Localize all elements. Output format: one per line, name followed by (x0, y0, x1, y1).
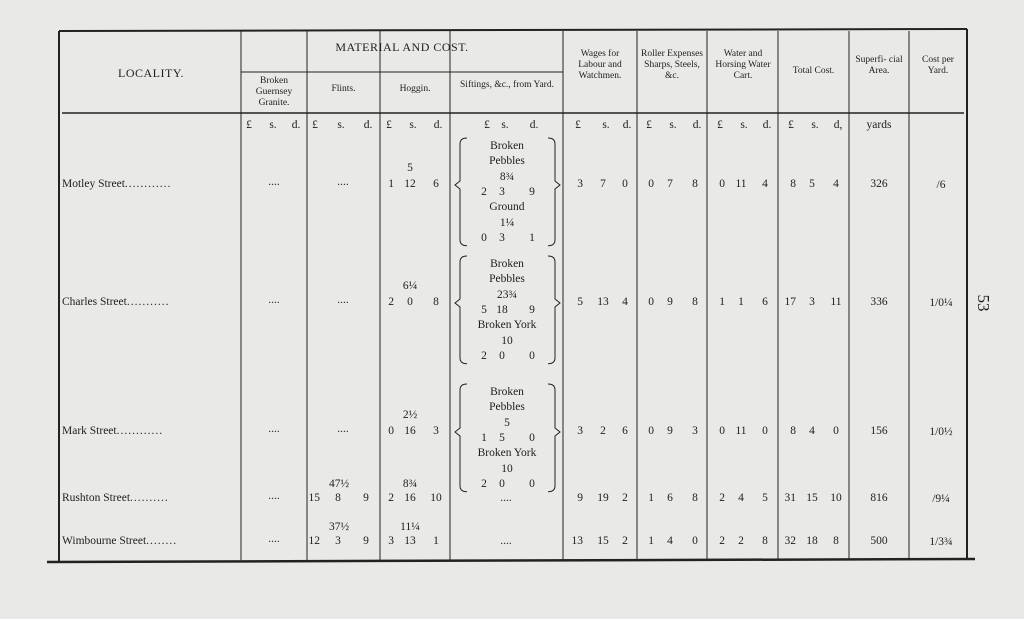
siftings-text: 10 (501, 334, 513, 347)
wages-shillings: 7 (600, 178, 606, 190)
granite-dots: .... (268, 176, 280, 188)
siftings-pence: 0 (529, 431, 535, 444)
siftings-text: Pebbles (489, 273, 525, 286)
header-wages: Wages for Labour and Watchmen. (578, 49, 622, 81)
water-unit-shillings: s. (740, 119, 748, 131)
flints-unit-shillings: s. (337, 119, 345, 131)
siftings-text: Ground (489, 201, 525, 214)
wages-pounds: 3 (577, 178, 583, 190)
superficial-area: 156 (870, 425, 888, 437)
siftings-pounds: 1 (481, 431, 487, 444)
siftings-text: 8¾ (499, 170, 515, 183)
siftings-pounds: 2 (481, 349, 487, 362)
wages-pounds: 3 (577, 425, 583, 437)
total-pence: 0 (833, 425, 839, 437)
superficial-area: 500 (870, 535, 888, 547)
flints-dots: .... (337, 423, 349, 435)
flints-pence: 9 (363, 535, 369, 547)
siftings-text: 23¾ (496, 288, 518, 301)
siftings-pence: 1 (529, 231, 535, 244)
siftings-unit-shillings: s. (501, 119, 509, 131)
siftings-text: Broken (490, 386, 524, 398)
header-total-cost: Total Cost. (792, 66, 835, 76)
total-shillings: 3 (809, 296, 815, 308)
roller-unit-pounds: £ (646, 119, 652, 131)
hoggin-quantity: 8¾ (402, 478, 418, 490)
water-shillings: 11 (735, 425, 747, 437)
siftings-dots: .... (500, 535, 512, 547)
cost-per-yard: /9¼ (932, 493, 950, 505)
roller-pence: 0 (692, 535, 698, 547)
locality-name: Motley Street............ (62, 178, 172, 190)
total-pence: 4 (833, 178, 839, 190)
hoggin-unit-shillings: s. (409, 119, 417, 131)
total-shillings: 15 (806, 492, 818, 504)
water-pence: 5 (762, 492, 768, 504)
header-flints: Flints. (331, 84, 356, 94)
hoggin-unit-pounds: £ (386, 119, 392, 131)
flints-pence: 9 (363, 492, 369, 504)
superficial-area: 816 (870, 492, 888, 504)
water-shillings: 1 (738, 296, 744, 308)
header-locality: LOCALITY. (118, 66, 184, 80)
water-pence: 0 (762, 425, 768, 437)
total-pounds: 31 (784, 492, 796, 504)
dot-leader: ............ (116, 425, 164, 437)
wages-pence: 2 (622, 535, 628, 547)
hoggin-pence: 8 (433, 296, 439, 308)
header-roller: Roller Expenses Sharps, Steels, &c. (640, 49, 703, 81)
siftings-shillings: 18 (496, 303, 508, 316)
siftings-dots: .... (500, 492, 512, 504)
header-granite: Broken Guernsey Granite. (255, 76, 293, 108)
siftings-text: 1¼ (499, 216, 515, 229)
total-pence: 11 (830, 296, 842, 308)
wages-pounds: 5 (577, 296, 583, 308)
wages-shillings: 15 (597, 535, 609, 547)
total-shillings: 4 (809, 425, 815, 437)
water-pounds: 0 (719, 425, 725, 437)
siftings-text: 10 (501, 462, 513, 475)
flints-unit-pounds: £ (312, 119, 318, 131)
hoggin-shillings: 13 (404, 535, 416, 547)
header-hoggin: Hoggin. (399, 84, 431, 94)
page-number: 53 (974, 294, 993, 312)
roller-pence: 8 (692, 296, 698, 308)
hoggin-pence: 10 (430, 492, 442, 504)
flints-pounds: 12 (308, 535, 320, 547)
locality-name: Rushton Street.......... (62, 492, 169, 504)
roller-unit-shillings: s. (669, 119, 677, 131)
wages-pence: 0 (622, 178, 628, 190)
hoggin-shillings: 16 (404, 492, 416, 504)
siftings-pence: 9 (529, 303, 535, 316)
left-brace (455, 138, 467, 246)
total-pounds: 8 (790, 178, 796, 190)
wages-pounds: 9 (577, 492, 583, 504)
wages-pence: 4 (622, 296, 628, 308)
hoggin-quantity: 2½ (402, 409, 418, 421)
total-pounds: 17 (784, 296, 796, 308)
locality-name: Mark Street............ (62, 425, 164, 437)
total-unit-shillings: s. (811, 119, 819, 131)
granite-unit-pence: d. (291, 119, 301, 131)
siftings-text: 5 (504, 416, 510, 429)
dot-leader: .......... (130, 492, 169, 504)
hoggin-shillings: 16 (404, 425, 416, 437)
total-shillings: 5 (809, 178, 815, 190)
table-bottom-border (47, 559, 975, 562)
roller-shillings: 9 (667, 425, 673, 437)
water-pounds: 0 (719, 178, 725, 190)
flints-dots: .... (337, 294, 349, 306)
hoggin-pounds: 0 (388, 425, 394, 437)
flints-quantity: 37½ (328, 521, 350, 533)
left-brace (455, 256, 467, 364)
header-area: Superfi- cial Area. (855, 55, 903, 76)
roller-pence: 8 (692, 492, 698, 504)
wages-shillings: 19 (597, 492, 609, 504)
flints-unit-pence: d. (363, 119, 373, 131)
granite-dots: .... (268, 294, 280, 306)
area-unit-yards: yards (866, 119, 892, 131)
total-shillings: 18 (806, 535, 818, 547)
wages-unit-shillings: s. (602, 119, 610, 131)
hoggin-pounds: 2 (388, 296, 394, 308)
wages-unit-pence: d. (622, 119, 632, 131)
wages-pence: 2 (622, 492, 628, 504)
siftings-shillings: 0 (499, 477, 505, 490)
granite-unit-pounds: £ (246, 119, 252, 131)
siftings-text: Pebbles (489, 401, 525, 414)
siftings-pounds: 5 (481, 303, 487, 316)
granite-dots: .... (268, 423, 280, 435)
hoggin-pounds: 3 (388, 535, 394, 547)
left-brace (455, 384, 467, 492)
water-pounds: 2 (719, 535, 725, 547)
total-unit-pence: d, (833, 119, 843, 131)
right-brace (548, 256, 560, 364)
siftings-shillings: 3 (499, 231, 505, 244)
roller-pounds: 1 (648, 492, 654, 504)
wages-shillings: 13 (597, 296, 609, 308)
flints-dots: .... (337, 176, 349, 188)
flints-shillings: 8 (335, 492, 341, 504)
siftings-unit-pence: d. (529, 119, 539, 131)
water-pence: 6 (762, 296, 768, 308)
cost-per-yard: 1/3¾ (929, 536, 953, 548)
wages-shillings: 2 (600, 425, 606, 437)
hoggin-pounds: 1 (388, 178, 394, 190)
hoggin-unit-pence: d. (433, 119, 443, 131)
hoggin-quantity: 11¼ (400, 521, 420, 533)
siftings-pence: 0 (529, 349, 535, 362)
roller-pounds: 0 (648, 425, 654, 437)
dot-leader: ........ (146, 535, 178, 547)
dot-leader: ............ (124, 178, 172, 190)
granite-unit-shillings: s. (269, 119, 277, 131)
water-pence: 4 (762, 178, 768, 190)
siftings-pence: 0 (529, 477, 535, 490)
siftings-shillings: 3 (499, 185, 505, 198)
siftings-text: Broken (490, 140, 524, 152)
header-water: Water and Horsing Water Cart. (715, 49, 771, 81)
locality-name: Charles Street........... (62, 296, 170, 308)
granite-dots: .... (268, 490, 280, 502)
hoggin-pounds: 2 (388, 492, 394, 504)
granite-dots: .... (268, 533, 280, 545)
hoggin-shillings: 12 (404, 178, 416, 190)
wages-pounds: 13 (571, 535, 583, 547)
cost-per-yard: /6 (936, 179, 946, 191)
roller-unit-pence: d. (692, 119, 702, 131)
siftings-pounds: 2 (481, 477, 487, 490)
roller-pounds: 1 (648, 535, 654, 547)
hoggin-pence: 3 (433, 425, 439, 437)
roller-pence: 3 (692, 425, 698, 437)
siftings-shillings: 5 (499, 431, 505, 444)
hoggin-pence: 1 (433, 535, 439, 547)
water-shillings: 2 (738, 535, 744, 547)
water-unit-pence: d. (762, 119, 772, 131)
total-pounds: 32 (784, 535, 796, 547)
water-shillings: 4 (738, 492, 744, 504)
water-unit-pounds: £ (717, 119, 723, 131)
siftings-pence: 9 (529, 185, 535, 198)
right-brace (548, 384, 560, 492)
total-pounds: 8 (790, 425, 796, 437)
cost-per-yard: 1/0½ (929, 426, 953, 438)
roller-shillings: 4 (667, 535, 673, 547)
total-pence: 8 (833, 535, 839, 547)
siftings-shillings: 0 (499, 349, 505, 362)
header-material-cost: MATERIAL AND COST. (335, 40, 469, 54)
roller-shillings: 6 (667, 492, 673, 504)
siftings-pounds: 0 (481, 231, 487, 244)
roller-pence: 8 (692, 178, 698, 190)
roller-shillings: 9 (667, 296, 673, 308)
water-pounds: 1 (719, 296, 725, 308)
water-pence: 8 (762, 535, 768, 547)
siftings-text: Broken York (477, 447, 537, 460)
hoggin-pence: 6 (433, 178, 439, 190)
table-top-border (59, 29, 967, 31)
siftings-text: Pebbles (489, 155, 525, 168)
roller-shillings: 7 (667, 178, 673, 190)
locality-name: Wimbourne Street........ (62, 535, 178, 547)
flints-pounds: 15 (308, 492, 320, 504)
flints-shillings: 3 (335, 535, 341, 547)
roller-pounds: 0 (648, 178, 654, 190)
siftings-text: Broken York (477, 319, 537, 332)
water-pounds: 2 (719, 492, 725, 504)
flints-quantity: 47½ (328, 478, 350, 490)
dot-leader: ........... (126, 296, 170, 308)
hoggin-shillings: 0 (407, 296, 413, 308)
siftings-pounds: 2 (481, 185, 487, 198)
superficial-area: 326 (870, 178, 888, 190)
wages-pence: 6 (622, 425, 628, 437)
cost-per-yard: 1/0¼ (929, 297, 953, 309)
roller-pounds: 0 (648, 296, 654, 308)
right-brace (548, 138, 560, 246)
water-shillings: 11 (735, 178, 747, 190)
siftings-text: Broken (490, 258, 524, 270)
hoggin-quantity: 5 (407, 162, 413, 174)
total-pence: 10 (830, 492, 842, 504)
header-cost-per-yard: Cost per Yard. (922, 55, 954, 76)
hoggin-quantity: 6¼ (402, 280, 418, 292)
wages-unit-pounds: £ (575, 119, 581, 131)
siftings-unit-pounds: £ (484, 119, 490, 131)
superficial-area: 336 (870, 296, 888, 308)
total-unit-pounds: £ (788, 119, 794, 131)
header-siftings: Siftings, &c., from Yard. (460, 80, 554, 90)
